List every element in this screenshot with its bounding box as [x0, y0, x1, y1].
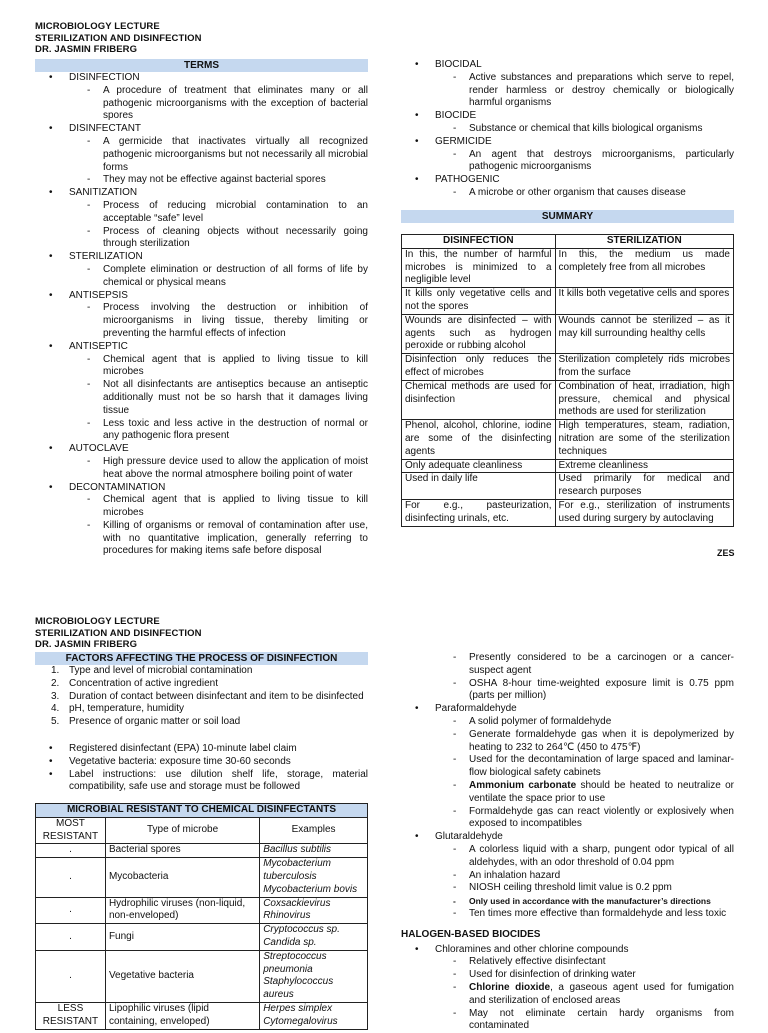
factor-text: Concentration of active ingredient [69, 677, 218, 689]
table-row [402, 499, 734, 526]
paraformaldehyde-definition [401, 806, 734, 832]
term-label: • AUTOCLAVE [35, 443, 368, 456]
factor-number: 3. [51, 690, 60, 702]
sterilization-cell: Wounds cannot be sterilized – as it may kill surrounding healthy cells [555, 314, 733, 353]
chloramines-label: • Chloramines and other chlorine compounds [401, 944, 734, 957]
sterilization-cell: In this, the medium us made completely free from all microbes [555, 248, 733, 287]
table-row [402, 354, 734, 381]
resistance-level: . [36, 897, 106, 924]
term-definition: - A microbe or other organism that causes disease [401, 187, 734, 200]
definition-text: A solid polymer of formaldehyde [469, 715, 612, 727]
definition-text: Relatively effective disinfectant [469, 956, 606, 968]
term-definition: - Process of cleaning objects without necessarily going through sterilization [35, 226, 368, 252]
example-name: Staphylococcus aureus [263, 976, 334, 1001]
table-row [402, 473, 734, 500]
glutaraldehyde-definition: - Only used in accordance with the manufacturer’s directions [401, 895, 734, 908]
glutaraldehyde-definition: - NIOSH ceiling threshold limit value is 0.2 ppm [401, 882, 734, 895]
paraformaldehyde-label: • Paraformaldehyde [401, 703, 734, 716]
table-row [402, 248, 734, 287]
header-line: DR. JASMIN FRIBERG [35, 639, 138, 650]
example-name: Cytomegalovirus [263, 1015, 338, 1027]
disinfection-cell: Chemical methods are used for disinfection [402, 380, 556, 419]
table-row [36, 924, 368, 951]
footer-initials: ZES [717, 548, 735, 558]
term-definition: - Active substances and preparations which serve to repel, render harmless or destroy chemically or biologically harmful organisms [401, 72, 734, 110]
header-line: STERILIZATION AND DISINFECTION [35, 627, 202, 639]
glutaraldehyde-definition: - Ten times more effective than formaldehyde and less toxic [401, 908, 734, 921]
table-row [36, 1002, 368, 1029]
header-line: DR. JASMIN FRIBERG [35, 44, 138, 55]
microbe-type: Hydrophilic viruses (non-liquid, non-enveloped) [105, 897, 259, 924]
disinfection-cell: For e.g., pasteurization, disinfecting urinals, etc. [402, 499, 556, 526]
definition-text: , a gaseous agent used for fumigation and sterilization of enclosed areas [469, 981, 734, 1006]
microbe-examples [260, 1002, 368, 1029]
table-row [402, 380, 734, 419]
example-name: Mycobacterium bovis [263, 883, 358, 895]
table-row [402, 459, 734, 473]
table-row [36, 844, 368, 858]
paraformaldehyde-definition [401, 729, 734, 755]
examples-header: Examples [260, 817, 368, 844]
microbe-type: Lipophilic viruses (lipid containing, enveloped) [105, 1002, 259, 1029]
factors-list [35, 665, 368, 729]
header-line: STERILIZATION AND DISINFECTION [35, 32, 202, 44]
microbe-type: Mycobacteria [105, 858, 259, 897]
disinfection-cell: Wounds are disinfected – with agents such as hydrogen peroxide or rubbing alcohol [402, 314, 556, 353]
factor-number: 2. [51, 677, 60, 689]
factor-text: pH, temperature, humidity [69, 703, 185, 715]
term-definition: - They may not be effective against bacterial spores [35, 174, 368, 187]
sterilization-cell: Used primarily for medical and research purposes [555, 473, 733, 500]
bullet-item: • Vegetative bacteria: exposure time 30-60 seconds [35, 756, 368, 769]
microbe-examples [260, 858, 368, 897]
microbe-examples [260, 924, 368, 951]
term-definition: - Substance or chemical that kills biological organisms [401, 123, 734, 136]
microbe-type: Vegetative bacteria [105, 950, 259, 1002]
definition-text: Generate formaldehyde gas when it is depolymerized by heating to 232 to 264℃ (450 to 475℉) [469, 728, 734, 753]
resistance-level: . [36, 844, 106, 858]
resistance-table [35, 803, 368, 1030]
type-header: Type of microbe [105, 817, 259, 844]
term-definition: - Process of reducing microbial contamination to an acceptable “safe” level [35, 200, 368, 226]
term-label: • ANTISEPSIS [35, 290, 368, 303]
formaldehyde-definition: - OSHA 8-hour time-weighted exposure limit is 0.75 ppm (parts per million) [401, 678, 734, 704]
table-row [36, 950, 368, 1002]
term-label: • GERMICIDE [401, 136, 734, 149]
term-definition: - A procedure of treatment that eliminates many or all pathogenic microorganisms with the exception of bacterial spores [35, 85, 368, 123]
factor-item [35, 703, 368, 716]
page1-header [35, 21, 202, 56]
bullet-item: • Label instructions: use dilution shelf life, storage, material compatibility, safe use and storage must be followed [35, 769, 368, 795]
factor-item [35, 678, 368, 691]
term-label: • BIOCIDE [401, 110, 734, 123]
glutaraldehyde-definition: - An inhalation hazard [401, 870, 734, 883]
factor-number: 5. [51, 716, 60, 728]
microbe-examples [260, 950, 368, 1002]
chloramines-definition [401, 1008, 734, 1033]
resistance-table-title: MICROBIAL RESISTANT TO CHEMICAL DISINFECTANTS [36, 804, 368, 818]
table-row [36, 858, 368, 897]
example-name: Coxsackievirus [263, 897, 331, 909]
term-label: • BIOCIDAL [401, 59, 734, 72]
sterilization-cell: High temperatures, steam, radiation, nitration are some of the sterilization techniques [555, 420, 733, 459]
sterilization-cell: Combination of heat, irradiation, high pressure, chemical and physical methods are used for sterilization [555, 380, 733, 419]
table-row [36, 897, 368, 924]
table-row [402, 420, 734, 459]
sterilization-cell: For e.g., sterilization of instruments used during surgery by autoclaving [555, 499, 733, 526]
factor-text: Type and level of microbial contamination [69, 665, 253, 676]
factor-item [35, 691, 368, 704]
definition-text: should be heated to neutralize or ventilate the space prior to use [469, 779, 734, 804]
term-definition: - Not all disinfectants are antiseptics because an antiseptic additionally must not be so harsh that it damages living tissue [35, 379, 368, 417]
term-definition: - Chemical agent that is applied to living tissue to kill microbes [35, 354, 368, 380]
term-label: • DISINFECTANT [35, 123, 368, 136]
formaldehyde-definition: - Presently considered to be a carcinogen or a cancer-suspect agent [401, 652, 734, 678]
disinfection-cell: Disinfection only reduces the effect of microbes [402, 354, 556, 381]
factor-item [35, 716, 368, 729]
example-name: Rhinovirus [263, 910, 311, 922]
example-name: Candida sp. [263, 936, 317, 948]
factors-title: FACTORS AFFECTING THE PROCESS OF DISINFECTION [35, 652, 368, 665]
term-definition: - High pressure device used to allow the application of moist heat above the normal atmosphere boiling point of water [35, 456, 368, 482]
right-terms-list [401, 59, 734, 200]
microbe-type: Fungi [105, 924, 259, 951]
summary-table [401, 234, 734, 527]
term-definition: - Killing of organisms or removal of contamination after use, with no quantitative implication, generally referring to procedures for making items safe before disposal [35, 520, 368, 558]
chloramines-definition [401, 969, 734, 982]
glutaraldehyde-label: • Glutaraldehyde [401, 831, 734, 844]
definition-text: May not eliminate certain hardy organisms from contaminated [469, 1007, 734, 1032]
term-definition: - Chemical agent that is applied to living tissue to kill microbes [35, 494, 368, 520]
microbe-examples [260, 844, 368, 858]
term-label: • DISINFECTION [35, 72, 368, 85]
header-line: MICROBIOLOGY LECTURE [35, 616, 160, 627]
chloramines-definition [401, 956, 734, 969]
sterilization-cell: It kills both vegetative cells and spores [555, 288, 733, 315]
example-name: Cryptococcus sp. [263, 924, 340, 936]
disinfectant-bullets [35, 743, 368, 794]
definition-text: Used for the decontamination of large spaced and laminar-flow biological safety cabinets [469, 754, 734, 779]
page2-header [35, 616, 202, 651]
most-resistant-label: MOST RESISTANT [36, 817, 106, 844]
table-row [402, 314, 734, 353]
bold-term: Ammonium carbonate [469, 779, 577, 791]
disinfection-cell: In this, the number of harmful microbes is minimized to a negligible level [402, 248, 556, 287]
term-definition: - An agent that destroys microorganisms, particularly pathogenic microorganisms [401, 149, 734, 175]
term-definition: - Process involving the destruction or inhibition of microorganisms in living tissue, thereby limiting or preventing the harmful effects of infection [35, 302, 368, 340]
term-label: • PATHOGENIC [401, 174, 734, 187]
paraformaldehyde-definition [401, 780, 734, 806]
header-line: MICROBIOLOGY LECTURE [35, 21, 160, 32]
factor-item [35, 665, 368, 678]
summary-title: SUMMARY [401, 210, 734, 223]
factor-number: 1. [51, 665, 60, 676]
disinfection-cell: Only adequate cleanliness [402, 459, 556, 473]
term-label: • STERILIZATION [35, 251, 368, 264]
summary-header-row [402, 235, 734, 249]
factor-text: Presence of organic matter or soil load [69, 716, 241, 728]
chloramines-definition [401, 982, 734, 1008]
example-name: Mycobacterium tuberculosis [263, 858, 332, 882]
glutaraldehyde-definition: - A colorless liquid with a sharp, pungent odor typical of all aldehydes, with an odor threshold of 0.04 ppm [401, 844, 734, 870]
term-definition: - Less toxic and less active in the destruction of normal or any pathogenic flora present [35, 418, 368, 444]
factor-number: 4. [51, 703, 60, 715]
bold-term: Chlorine dioxide [469, 981, 551, 993]
definition-text: Formaldehyde gas can react violently or explosively when exposed to incompatibles [469, 805, 734, 830]
term-label: • SANITIZATION [35, 187, 368, 200]
microbe-examples [260, 897, 368, 924]
disinfection-cell: Used in daily life [402, 473, 556, 500]
sterilization-cell: Extreme cleanliness [555, 459, 733, 473]
left-terms-list [35, 72, 368, 558]
term-label: • DECONTAMINATION [35, 482, 368, 495]
definition-text: Used for disinfection of drinking water [469, 969, 636, 981]
bullet-item: • Registered disinfectant (EPA) 10-minute label claim [35, 743, 368, 756]
resistance-level: . [36, 950, 106, 1002]
header-sterilization: STERILIZATION [555, 235, 733, 249]
disinfection-cell: Phenol, alcohol, chlorine, iodine are some of the disinfecting agents [402, 420, 556, 459]
term-definition: - A germicide that inactivates virtually all recognized pathogenic microorganisms but not necessarily all microbial forms [35, 136, 368, 174]
resistance-level: LESS RESISTANT [36, 1002, 106, 1029]
page2-right-column [401, 652, 734, 1033]
disinfection-cell: It kills only vegetative cells and not the spores [402, 288, 556, 315]
terms-title: TERMS [35, 59, 368, 72]
example-name: Herpes simplex [263, 1002, 333, 1014]
halogen-title: HALOGEN-BASED BIOCIDES [401, 928, 541, 940]
table-row [402, 288, 734, 315]
example-name: Bacillus subtilis [263, 844, 332, 856]
term-label: • ANTISEPTIC [35, 341, 368, 354]
resistance-level: . [36, 924, 106, 951]
resistance-level: . [36, 858, 106, 897]
term-definition: - Complete elimination or destruction of all forms of life by chemical or physical means [35, 264, 368, 290]
sterilization-cell: Sterilization completely rids microbes from the surface [555, 354, 733, 381]
header-disinfection: DISINFECTION [402, 235, 556, 249]
microbe-type: Bacterial spores [105, 844, 259, 858]
example-name: Streptococcus pneumonia [263, 950, 327, 975]
factor-text: Duration of contact between disinfectant and item to be disinfected [69, 690, 364, 702]
paraformaldehyde-definition [401, 716, 734, 729]
paraformaldehyde-definition [401, 754, 734, 780]
